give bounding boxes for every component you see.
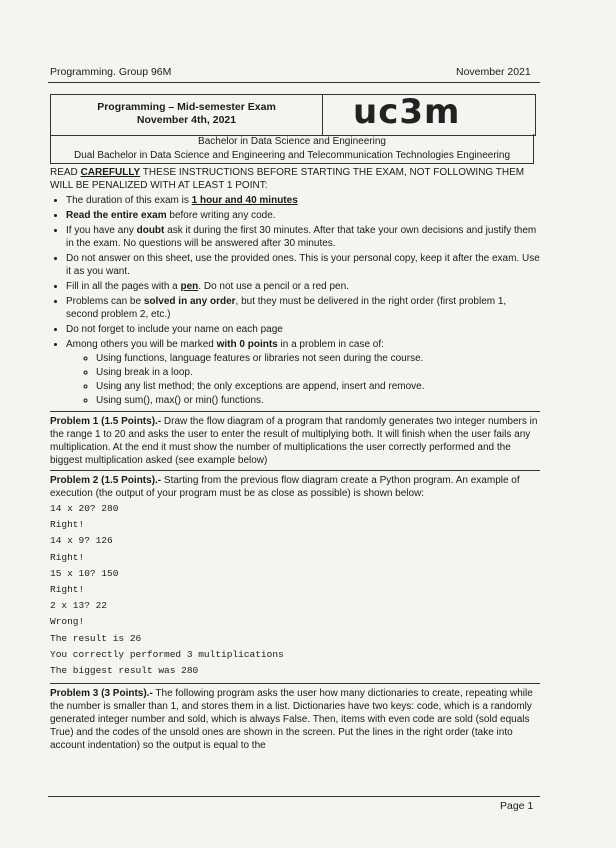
- logo-cell: [323, 92, 535, 135]
- code-line: Right!: [50, 584, 85, 596]
- header-date: November 2021: [456, 66, 531, 78]
- problem2-text: Starting from the previous flow diagram create a Python program. An example of execution (the output of your program must be as close as possible) is shown below:: [50, 475, 520, 499]
- degree-box: [50, 134, 534, 164]
- problem3-text: The following program asks the user how many dictionaries to create, repeating while the number is smaller than 1, and stores them in a list. Dictionaries have two keys: code, which is a randomly generated integer number and sold, which is always False. Then, items with even code are sold (sold equals True) and the codes of the unsold ones are shown in the screen. Put the lines in the right order (take into account indentation) so the output is equal to the: [50, 688, 533, 752]
- exam-title-line2: November 4th, 2021: [136, 114, 237, 126]
- code-line: 15 x 10? 150: [50, 567, 119, 579]
- list-item: • Problems can be solved in any order, but they must be delivered in the right order (first problem 1, second problem 2, etc.): [66, 295, 540, 321]
- code-line: 14 x 9? 126: [50, 535, 113, 547]
- problem3-heading: Problem 3 (3 Points).-: [50, 688, 153, 700]
- code-line: You correctly performed 3 multiplications: [50, 648, 284, 660]
- problem1-heading: Problem 1 (1.5 Points).-: [50, 416, 162, 427]
- list-item: • Read the entire exam before writing any code.: [66, 209, 540, 222]
- list-item: ◦ Using break in a loop.: [96, 366, 540, 379]
- header-rule: [48, 82, 540, 83]
- list-item: • The duration of this exam is 1 hour and 40 minutes: [66, 194, 540, 207]
- exam-title: [51, 95, 323, 135]
- list-item: ◦ Using any list method; the only exceptions are append, insert and remove.: [96, 380, 540, 393]
- exam-title-line1: Programming – Mid-semester Exam: [97, 101, 276, 113]
- degree-line2: Dual Bachelor in Data Science and Engineering and Telecommunication Technologies Engineering: [73, 150, 511, 161]
- problem2-block: [50, 474, 540, 679]
- problem2-heading: Problem 2 (1.5 Points).-: [50, 475, 162, 486]
- code-line: 14 x 20? 280: [50, 503, 119, 514]
- penalty-sublist: [66, 352, 540, 407]
- code-line: Wrong!: [50, 616, 85, 628]
- code-line: The result is 26: [50, 632, 142, 644]
- list-item: ◦ Using functions, language features or libraries not seen during the course.: [96, 352, 540, 365]
- code-line: Right!: [50, 551, 85, 563]
- example-output: [50, 501, 540, 679]
- footer-rule: [48, 796, 540, 797]
- list-item: • Fill in all the pages with a pen. Do not use a pencil or a red pen.: [66, 280, 540, 293]
- list-item: ◦ Using sum(), max() or min() functions.: [96, 394, 540, 407]
- header-course: Programming. Group 96M: [50, 66, 172, 78]
- title-box: [50, 94, 536, 136]
- code-line: 2 x 13? 22: [50, 600, 108, 612]
- problem1-text: Draw the flow diagram of a program that randomly generates two integer numbers in the range 1 to 20 and asks the user to enter the result of multiplying both. It will finish when the user fails any multiplication. At the end it must show the number of multiplications the user correctly performed and the biggest multiplication asked (see example below): [50, 416, 538, 466]
- problem3-block: [50, 683, 540, 752]
- list-item: • Among others you will be marked with 0 points in a problem in case of: ◦ Using functions, language features or libraries not seen during the course. ◦ Using break in a loop. ◦ Using any list method; the only exceptions are append, insert and remove. ◦ Using sum(), max() or min() functions.: [66, 338, 540, 407]
- instructions-lead: READ CAREFULLY THESE INSTRUCTIONS BEFORE STARTING THE EXAM, NOT FOLLOWING THEM WILL BE PENALIZED WITH AT LEAST 1 POINT:: [50, 167, 525, 191]
- problem1-box: [50, 411, 540, 471]
- list-item: • Do not answer on this sheet, use the provided ones. This is your personal copy, keep it after the exam. Use it as you want.: [66, 252, 540, 278]
- list-item: • Do not forget to include your name on each page: [66, 323, 540, 336]
- instructions-emphasis: CAREFULLY: [80, 167, 141, 178]
- code-line: The biggest result was 280: [50, 665, 199, 677]
- degree-line1: Bachelor in Data Science and Engineering: [198, 136, 386, 147]
- instructions-list: [50, 194, 540, 407]
- code-line: Right!: [50, 519, 85, 531]
- exam-content: [50, 166, 540, 752]
- list-item: • If you have any doubt ask it during the first 30 minutes. After that take your own decisions and justify them in the exam. No questions will be answered after 30 minutes.: [66, 224, 540, 250]
- page-number: Page 1: [500, 800, 534, 812]
- uc3m-logo: uc3m: [353, 92, 461, 132]
